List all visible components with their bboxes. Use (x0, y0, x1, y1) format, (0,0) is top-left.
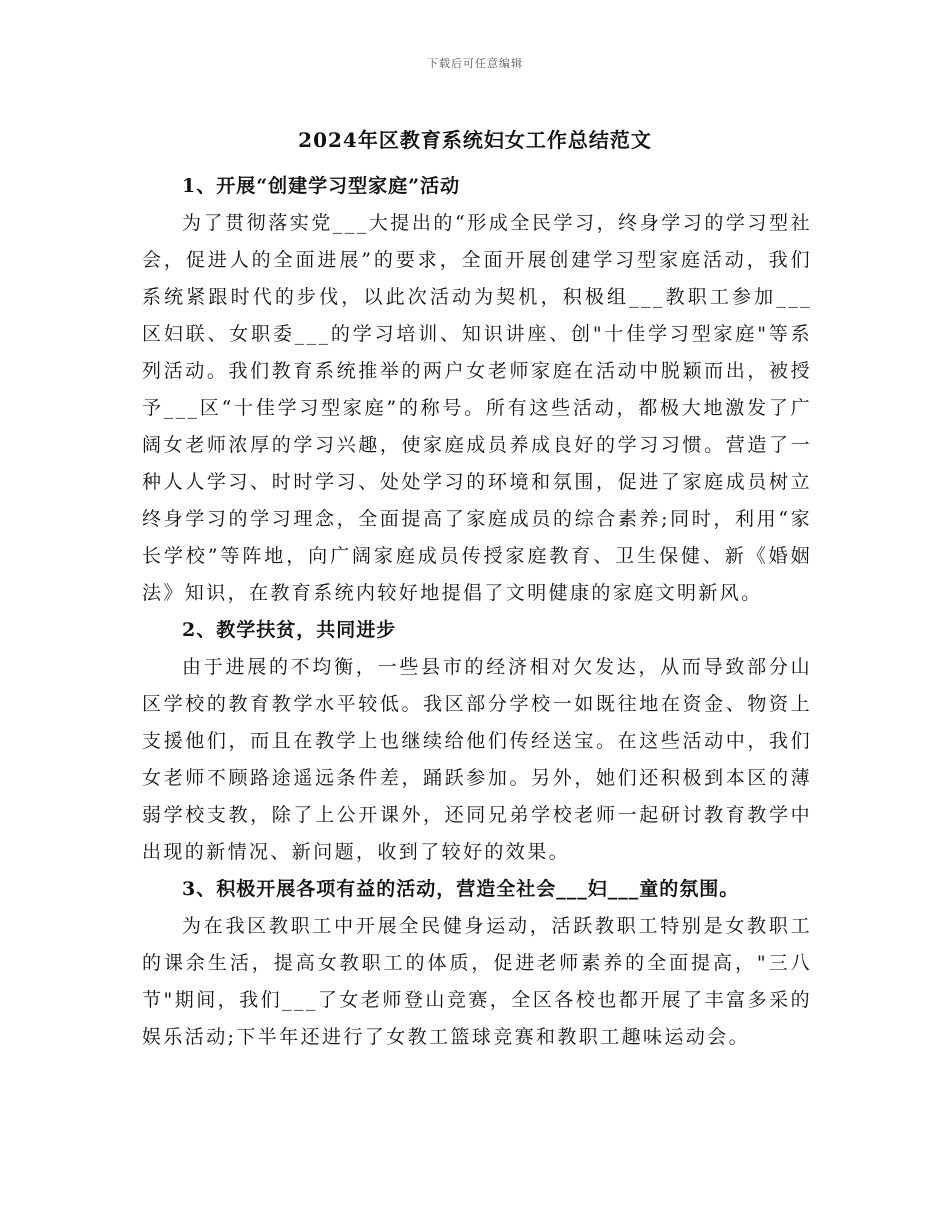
section-2 (142, 612, 812, 871)
section-paragraph: 为了贯彻落实党___大提出的“形成全民学习，终身学习的学习型社会，促进人的全面进展”的要求，全面开展创建学习型家庭活动，我们系统紧跟时代的步伐，以此次活动为契机，积极组___教职工参加___区妇联、女职委___的学习培训、知识讲座、创"十佳学习型家庭"等系列活动。我们教育系统推举的两户女老师家庭在活动中脱颖而出，被授予___区“十佳学习型家庭”的称号。所有这些活动，都极大地激发了广阔女老师浓厚的学习兴趣，使家庭成员养成良好的学习习惯。营造了一种人人学习、时时学习、处处学习的环境和氛围，促进了家庭成员树立终身学习的学习理念，全面提高了家庭成员的综合素养;同时，利用“家长学校”等阵地，向广阔家庭成员传授家庭教育、卫生保健、新《婚姻法》知识，在教育系统内较好地提倡了文明健康的家庭文明新风。 (142, 212, 812, 604)
section-heading: 2、教学扶贫，共同进步 (182, 619, 397, 641)
document-body (142, 168, 812, 1056)
section-paragraph: 由于进展的不均衡，一些县市的经济相对欠发达，从而导致部分山区学校的教育教学水平较低。我区部分学校一如既往地在资金、物资上支援他们，而且在教学上也继续给他们传经送宝。在这些活动中，我们女老师不顾路途遥远条件差，踊跃参加。另外，她们还积极到本区的薄弱学校支教，除了上公开课外，还同兄弟学校老师一起研讨教育教学中出现的新情况、新问题，收到了较好的效果。 (142, 656, 812, 863)
section-1 (142, 168, 812, 612)
section-3 (142, 871, 812, 1056)
section-heading: 3、积极开展各项有益的活动，营造全社会___妇___童的氛围。 (182, 878, 740, 900)
section-paragraph: 为在我区教职工中开展全民健身运动，活跃教职工特别是女教职工的课余生活，提高女教职工的体质，促进老师素养的全面提高，"三八节"期间，我们___了女老师登山竞赛，全区各校也都开展了丰富多采的娱乐活动;下半年还进行了女教工篮球竞赛和教职工趣味运动会。 (142, 915, 812, 1048)
section-heading: 1、开展“创建学习型家庭”活动 (182, 175, 461, 197)
header-note: 下载后可任意编辑 (427, 57, 523, 70)
document-title: 2024年区教育系统妇女工作总结范文 (298, 128, 652, 152)
